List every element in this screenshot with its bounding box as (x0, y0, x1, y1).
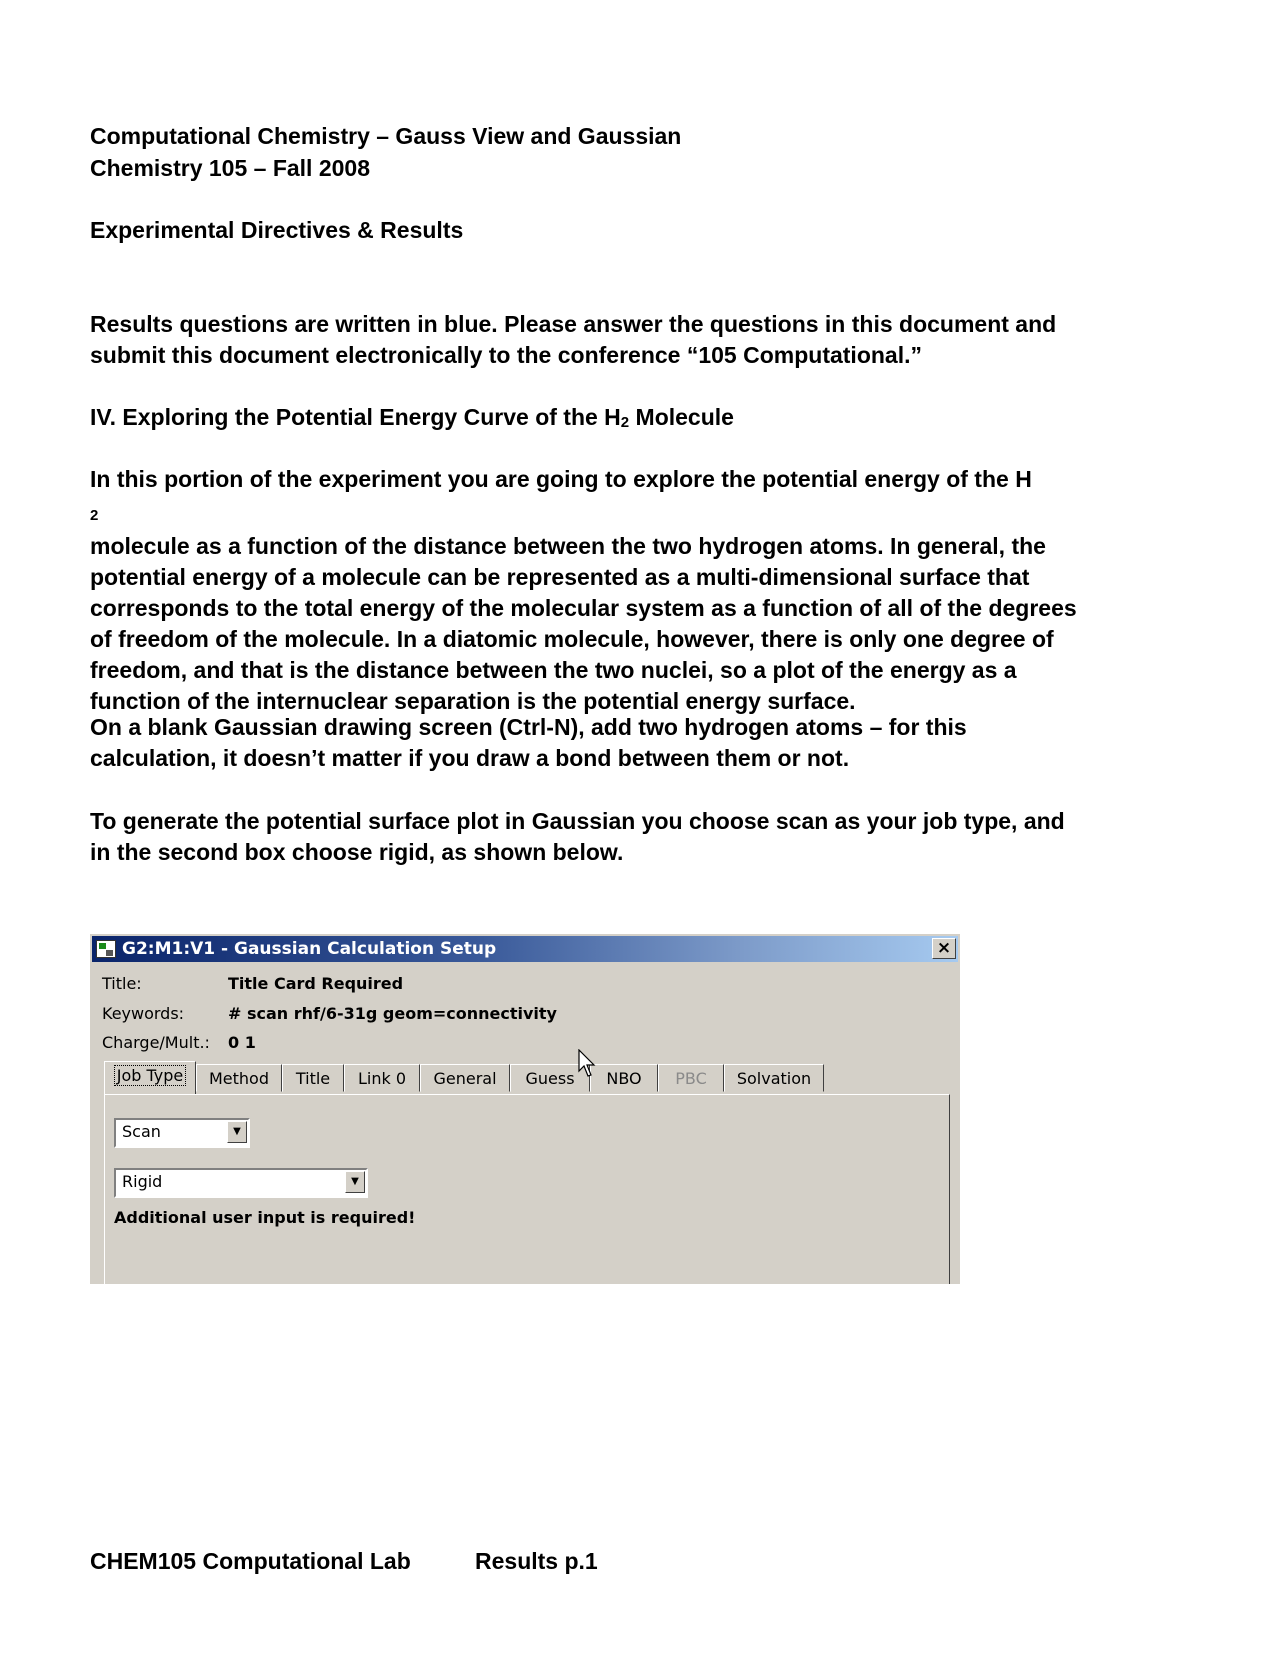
scan-type-value: Rigid (122, 1172, 163, 1191)
mouse-cursor-icon (578, 1049, 598, 1079)
tab-nbo[interactable]: NBO (590, 1064, 658, 1092)
para-line: On a blank Gaussian drawing screen (Ctrl-N), add two hydrogen atoms – for this (90, 714, 967, 740)
tab-solvation[interactable]: Solvation (724, 1064, 824, 1092)
para-line: corresponds to the total energy of the molecular system as a function of all of the degrees (90, 595, 1077, 621)
paragraph-drawing (90, 712, 1190, 774)
intro-line: submit this document electronically to the conference “105 Computational.” (90, 342, 922, 368)
course-line: Chemistry 105 – Fall 2008 (90, 155, 370, 181)
para-line: in the second box choose rigid, as shown below. (90, 839, 624, 865)
dropdown-arrow-icon[interactable]: ▼ (227, 1121, 247, 1143)
para-line-text: In this portion of the experiment you are going to explore the potential energy of the H (90, 466, 1032, 492)
section-subtitle: Experimental Directives & Results (90, 217, 464, 243)
para-line (90, 464, 1190, 531)
tab-pbc[interactable]: PBC (658, 1064, 724, 1092)
keywords-value[interactable]: # scan rhf/6-31g geom=connectivity (228, 1004, 557, 1023)
keywords-label: Keywords: (102, 1004, 185, 1023)
footer-right: Results p.1 (475, 1548, 598, 1574)
tab-link0[interactable]: Link 0 (344, 1064, 420, 1092)
subscript: 2 (620, 414, 630, 431)
para-line: calculation, it doesn’t matter if you draw a bond between them or not. (90, 745, 850, 771)
title-label: Title: (102, 974, 142, 993)
section-heading-suffix: Molecule (629, 404, 734, 430)
job-type-value: Scan (122, 1122, 161, 1141)
subscript: 2 (90, 507, 99, 524)
dialog-titlebar[interactable] (92, 936, 958, 962)
title-value[interactable]: Title Card Required (228, 974, 404, 993)
dropdown-arrow-icon[interactable]: ▼ (345, 1171, 365, 1193)
para-line: of freedom of the molecule. In a diatomic molecule, however, there is only one degree of (90, 626, 1054, 652)
paragraph-scan (90, 806, 1190, 868)
scan-type-select[interactable] (114, 1168, 368, 1198)
tab-guess[interactable]: Guess (510, 1064, 590, 1092)
charge-value[interactable]: 0 1 (228, 1033, 256, 1052)
required-input-note: Additional user input is required! (114, 1208, 416, 1227)
intro-paragraph (90, 309, 1190, 371)
app-icon (96, 940, 116, 958)
tab-general[interactable]: General (420, 1064, 510, 1092)
gaussian-setup-dialog (90, 934, 960, 1284)
intro-line: Results questions are written in blue. Please answer the questions in this document and (90, 311, 1057, 337)
para-line: function of the internuclear separation is the potential energy surface. (90, 688, 856, 714)
job-type-select[interactable] (114, 1118, 250, 1148)
paragraph-potential-energy (90, 464, 1190, 717)
footer-left: CHEM105 Computational Lab (90, 1548, 411, 1574)
tab-job-type[interactable] (104, 1061, 196, 1094)
para-line: freedom, and that is the distance between the two nuclei, so a plot of the energy as a (90, 657, 1017, 683)
para-line: molecule as a function of the distance between the two hydrogen atoms. In general, the (90, 533, 1046, 559)
section-heading (90, 402, 734, 438)
charge-label: Charge/Mult.: (102, 1033, 210, 1052)
para-line: potential energy of a molecule can be represented as a multi-dimensional surface that (90, 564, 1030, 590)
close-button[interactable]: × (932, 938, 956, 959)
doc-title: Computational Chemistry – Gauss View and Gaussian (90, 123, 682, 149)
para-line: To generate the potential surface plot in Gaussian you choose scan as your job type, and (90, 808, 1065, 834)
tab-method[interactable]: Method (196, 1064, 282, 1092)
tab-label: Job Type (114, 1065, 187, 1086)
tab-title[interactable]: Title (282, 1064, 344, 1092)
section-heading-text: IV. Exploring the Potential Energy Curve of the H (90, 404, 621, 430)
dialog-title: G2:M1:V1 - Gaussian Calculation Setup (122, 939, 497, 959)
